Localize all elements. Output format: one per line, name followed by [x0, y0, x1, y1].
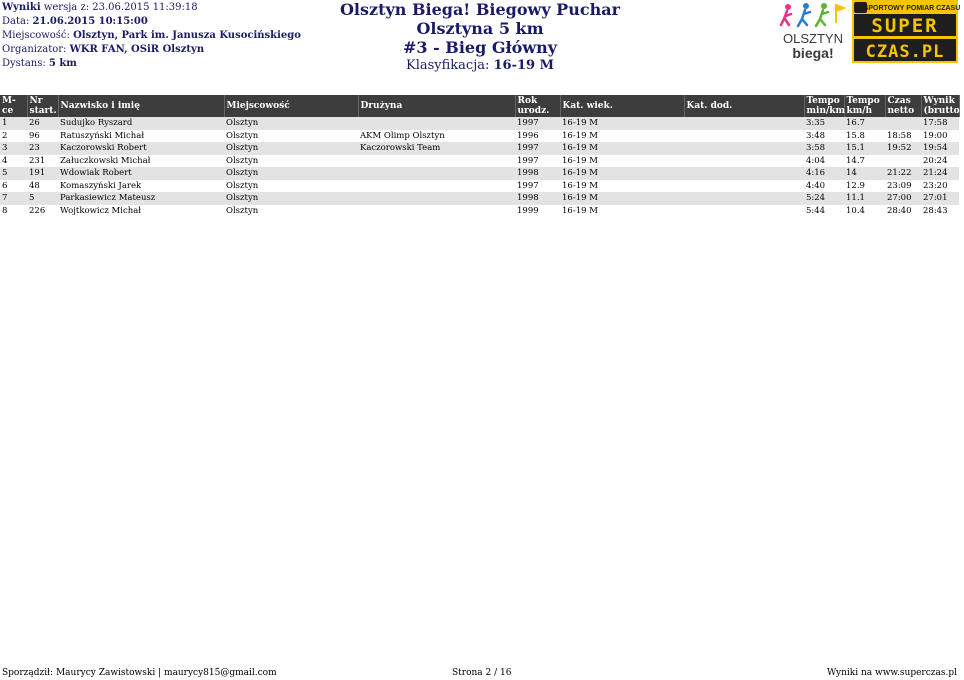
classification-value: 16-19 M: [493, 58, 555, 73]
cell-team: [358, 205, 515, 218]
cell-age-category: 16-19 M: [560, 192, 684, 205]
logo-word-super: SUPER: [871, 15, 939, 37]
cell-extra-category: [684, 117, 804, 130]
cell-pace-minkm: 3:48: [804, 130, 844, 143]
cell-place: 7: [0, 192, 27, 205]
cell-place: 1: [0, 117, 27, 130]
footer-website: Wyniki na www.superczas.pl: [826, 668, 957, 678]
cell-pace-minkm: 5:24: [804, 192, 844, 205]
cell-place: 6: [0, 180, 27, 193]
cell-pace-kmh: 14: [844, 167, 885, 180]
cell-bib: 226: [27, 205, 58, 218]
cell-place: 5: [0, 167, 27, 180]
cell-bib: 48: [27, 180, 58, 193]
location-label: Miejscowość:: [2, 30, 70, 41]
cell-place: 2: [0, 130, 27, 143]
cell-pace-kmh: 12.9: [844, 180, 885, 193]
cell-pace-kmh: 15.1: [844, 142, 885, 155]
cell-gross-result: 20:24: [921, 155, 959, 168]
cell-team: [358, 167, 515, 180]
event-title: Olsztyn Biega! Biegowy Puchar Olsztyna 5 km: [339, 0, 621, 38]
col-header-extra-category[interactable]: Kat. dod.: [684, 95, 804, 117]
date-value: 21.06.2015 10:15:00: [32, 16, 148, 27]
cell-gross-result: 17:58: [921, 117, 959, 130]
col-header-pace-minkm[interactable]: Tempo min/km: [804, 95, 844, 117]
runner-blue-body: [798, 10, 810, 26]
cell-team: [358, 192, 515, 205]
cell-gross-result: 19:00: [921, 130, 959, 143]
cell-birth-year: 1998: [515, 192, 560, 205]
cell-age-category: 16-19 M: [560, 142, 684, 155]
runner-blue-icon: [803, 3, 809, 9]
col-header-birth-year[interactable]: Rok urodz.: [515, 95, 560, 117]
organizer-value: WKR FAN, OSiR Olsztyn: [69, 44, 205, 55]
col-header-place[interactable]: M-ce: [0, 95, 27, 117]
col-header-gross-result[interactable]: Wynik (brutto): [921, 95, 959, 117]
col-header-bib[interactable]: Nr start.: [27, 95, 58, 117]
cell-pace-kmh: 11.1: [844, 192, 885, 205]
logo-tagline: SPORTOWY POMIAR CZASU: [863, 5, 961, 12]
table-row: [0, 205, 959, 218]
cell-extra-category: [684, 167, 804, 180]
cell-net-time: 28:40: [885, 205, 921, 218]
cell-age-category: 16-19 M: [560, 180, 684, 193]
cell-birth-year: 1997: [515, 142, 560, 155]
cell-pace-minkm: 5:44: [804, 205, 844, 218]
cell-bib: 191: [27, 167, 58, 180]
cell-name: Kaczorowski Robert: [58, 142, 224, 155]
cell-city: Olsztyn: [224, 167, 358, 180]
cell-gross-result: 19:54: [921, 142, 959, 155]
version-label: Wyniki: [2, 2, 41, 13]
cell-gross-result: 27:01: [921, 192, 959, 205]
event-info: [2, 1, 301, 71]
cell-extra-category: [684, 192, 804, 205]
cell-pace-kmh: 14.7: [844, 155, 885, 168]
cell-name: Parkasiewicz Mateusz: [58, 192, 224, 205]
cell-city: Olsztyn: [224, 192, 358, 205]
cell-city: Olsztyn: [224, 117, 358, 130]
cell-gross-result: 23:20: [921, 180, 959, 193]
race-title: #3 - Bieg Główny: [402, 38, 558, 57]
cell-birth-year: 1996: [515, 130, 560, 143]
cell-pace-minkm: 3:35: [804, 117, 844, 130]
cell-place: 4: [0, 155, 27, 168]
cell-extra-category: [684, 142, 804, 155]
cell-age-category: 16-19 M: [560, 167, 684, 180]
cell-extra-category: [684, 130, 804, 143]
table-row: [0, 155, 959, 168]
cell-bib: 231: [27, 155, 58, 168]
results-table: [0, 95, 964, 217]
superczas-logo: [852, 0, 961, 63]
cell-pace-minkm: 4:16: [804, 167, 844, 180]
cell-extra-category: [684, 180, 804, 193]
runner-pink-body: [781, 11, 791, 25]
table-row: [0, 142, 959, 155]
cell-team: [358, 180, 515, 193]
logo-word-olsztyn: OLSZTYN: [783, 31, 843, 46]
footer-author: Sporządził: Maurycy Zawistowski | maurycy815@gmail.com: [2, 668, 277, 678]
cell-team: AKM Olimp Olsztyn: [358, 130, 515, 143]
col-header-team[interactable]: Drużyna: [358, 95, 515, 117]
col-header-city[interactable]: Miejscowość: [224, 95, 358, 117]
runner-green-icon: [821, 3, 827, 9]
table-row: [0, 130, 959, 143]
cell-team: [358, 155, 515, 168]
olsztyn-biega-logo: [778, 1, 848, 63]
distance-value: 5 km: [48, 58, 77, 69]
distance-label: Dystans:: [2, 58, 46, 69]
cell-birth-year: 1997: [515, 117, 560, 130]
cell-pace-minkm: 4:04: [804, 155, 844, 168]
runner-pink-icon: [785, 4, 791, 10]
cell-name: Sudujko Ryszard: [58, 117, 224, 130]
cell-gross-result: 21:24: [921, 167, 959, 180]
page-title: [300, 0, 660, 74]
cell-extra-category: [684, 205, 804, 218]
footer-page-number: Strona 2 / 16: [452, 668, 512, 678]
col-header-pace-kmh[interactable]: Tempo km/h: [844, 95, 885, 117]
cell-name: Ratuszyński Michał: [58, 130, 224, 143]
table-header-row: [0, 95, 959, 117]
table-row: [0, 192, 959, 205]
results-body: [0, 117, 959, 217]
cell-net-time: 18:58: [885, 130, 921, 143]
cell-team: [358, 117, 515, 130]
cell-name: Załuczkowski Michał: [58, 155, 224, 168]
cell-extra-category: [684, 155, 804, 168]
cell-name: Komaszyński Jarek: [58, 180, 224, 193]
cell-city: Olsztyn: [224, 155, 358, 168]
cell-age-category: 16-19 M: [560, 155, 684, 168]
cell-net-time: 23:09: [885, 180, 921, 193]
table-row: [0, 167, 959, 180]
cell-city: Olsztyn: [224, 130, 358, 143]
cell-city: Olsztyn: [224, 142, 358, 155]
col-header-net-time[interactable]: Czas netto: [885, 95, 921, 117]
cell-city: Olsztyn: [224, 205, 358, 218]
cell-age-category: 16-19 M: [560, 205, 684, 218]
cell-name: Wdowiak Robert: [58, 167, 224, 180]
cell-name: Wojtkowicz Michał: [58, 205, 224, 218]
cell-pace-kmh: 15.8: [844, 130, 885, 143]
version-text: wersja z: 23.06.2015 11:39:18: [43, 2, 198, 13]
location-value: Olsztyn, Park im. Janusza Kusocińskiego: [73, 30, 301, 41]
cell-bib: 96: [27, 130, 58, 143]
cell-pace-minkm: 4:40: [804, 180, 844, 193]
cell-birth-year: 1998: [515, 167, 560, 180]
runner-yellow-flag: [836, 4, 844, 23]
cell-pace-minkm: 3:58: [804, 142, 844, 155]
cell-net-time: [885, 117, 921, 130]
cell-team: Kaczorowski Team: [358, 142, 515, 155]
cell-pace-kmh: 16.7: [844, 117, 885, 130]
col-header-age-category[interactable]: Kat. wiek.: [560, 95, 684, 117]
cell-age-category: 16-19 M: [560, 117, 684, 130]
cell-bib: 5: [27, 192, 58, 205]
cell-net-time: [885, 155, 921, 168]
cell-birth-year: 1999: [515, 205, 560, 218]
cell-pace-kmh: 10.4: [844, 205, 885, 218]
date-label: Data:: [2, 16, 30, 27]
cell-net-time: 19:52: [885, 142, 921, 155]
table-row: [0, 180, 959, 193]
logo-word-czas: CZAS.PL: [865, 42, 945, 62]
table-row: [0, 117, 959, 130]
cell-birth-year: 1997: [515, 180, 560, 193]
cell-place: 3: [0, 142, 27, 155]
cell-bib: 23: [27, 142, 58, 155]
cell-place: 8: [0, 205, 27, 218]
organizer-label: Organizator:: [2, 44, 67, 55]
cell-net-time: 27:00: [885, 192, 921, 205]
cell-birth-year: 1997: [515, 155, 560, 168]
cell-net-time: 21:22: [885, 167, 921, 180]
logo-word-biega: biega!: [792, 45, 834, 61]
col-header-name[interactable]: Nazwisko i imię: [58, 95, 224, 117]
cell-city: Olsztyn: [224, 180, 358, 193]
runner-green-body: [816, 10, 828, 26]
cell-bib: 26: [27, 117, 58, 130]
cell-gross-result: 28:43: [921, 205, 959, 218]
classification-label: Klasyfikacja:: [405, 58, 490, 73]
classification-title: [300, 57, 660, 74]
cell-age-category: 16-19 M: [560, 130, 684, 143]
